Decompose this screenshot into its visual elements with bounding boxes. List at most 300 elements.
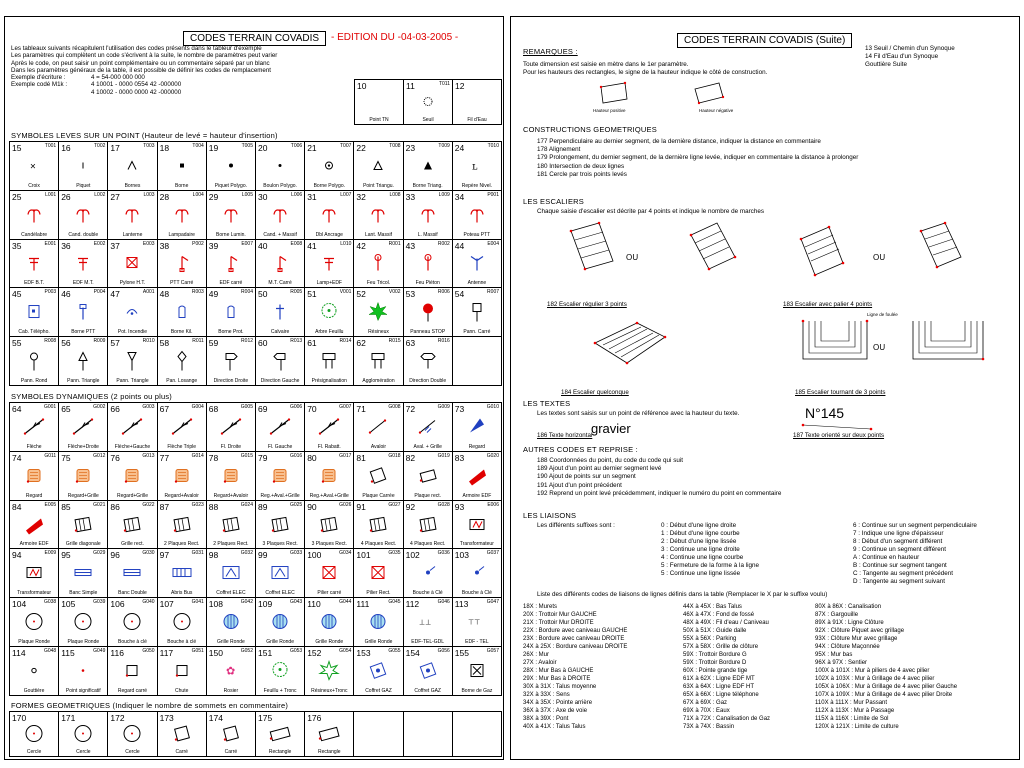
ou-label: OU bbox=[873, 253, 886, 262]
cell-label: Direction Gauche bbox=[260, 377, 300, 384]
cell-number: 52 bbox=[356, 289, 366, 300]
cell-code: G046 bbox=[437, 599, 450, 606]
cell-code: G043 bbox=[289, 599, 303, 606]
sheet-title: CODES TERRAIN COVADIS bbox=[183, 31, 326, 46]
symbol-cell-75 bbox=[59, 452, 108, 501]
cell-number: 83 bbox=[454, 452, 465, 463]
list-item: 115X à 116X : Limite de Sol bbox=[815, 716, 889, 722]
cell-number: 11 bbox=[406, 81, 415, 91]
cell-label: L. Massif bbox=[417, 231, 438, 238]
symbol-cell-26 bbox=[59, 191, 108, 240]
symbol-cell-81 bbox=[354, 452, 403, 501]
symbol-cell-97 bbox=[158, 549, 207, 598]
list-item: 100X à 101X : Mur à piliers de 4 avec pilier bbox=[815, 668, 930, 674]
intro-text bbox=[11, 45, 277, 96]
escaliers-title: LES ESCALIERS bbox=[523, 197, 584, 206]
symbol-cell-104 bbox=[10, 598, 59, 647]
list-item: 26X : Mur bbox=[523, 652, 550, 658]
cell-number: 91 bbox=[356, 501, 366, 512]
list-item: 92X : Clôture Piquet avec grillage bbox=[815, 628, 905, 634]
cell-label: Cercle bbox=[125, 749, 140, 755]
list-item: 40X à 41X : Talus Talus bbox=[523, 724, 586, 730]
symbol-cell-171 bbox=[59, 712, 108, 757]
symbol-cell-176 bbox=[305, 712, 354, 757]
cell-label: Abris Bus bbox=[170, 590, 193, 597]
symbol-cell-93 bbox=[453, 501, 502, 550]
cell-code: L003 bbox=[143, 191, 155, 198]
cell-number: 97 bbox=[159, 550, 170, 561]
list-item: 63X à 64X : Ligne EDF HT bbox=[683, 684, 755, 690]
edition-date: - EDITION DU -04-03-2005 - bbox=[331, 32, 459, 43]
cell-number: 84 bbox=[12, 501, 22, 512]
cell-code: G040 bbox=[142, 599, 155, 606]
symbol-cell-89 bbox=[256, 501, 305, 550]
cell-code: T011 bbox=[438, 81, 450, 87]
symbol-cell-58 bbox=[158, 337, 207, 386]
symbol-cell-56 bbox=[59, 337, 108, 386]
symbol-cell-105 bbox=[59, 598, 108, 647]
cell-code: T008 bbox=[389, 143, 401, 149]
cell-label: Lanterne bbox=[122, 231, 143, 238]
cell-number: 66 bbox=[110, 404, 120, 414]
cell-number: 58 bbox=[159, 338, 170, 349]
cell-label: Borne de Gaz bbox=[461, 687, 493, 694]
cell-label: M.T. Carré bbox=[268, 280, 292, 287]
list-item: 21X : Trottoir Mur DROITE bbox=[523, 620, 594, 626]
list-item: 60X : Pointe grande tige bbox=[683, 668, 748, 674]
cell-label: Borne Lumin. bbox=[216, 231, 246, 238]
list-item: 190 Ajout de points sur un segment bbox=[537, 473, 636, 481]
list-item: 9 : Continue un segment différent bbox=[853, 546, 946, 553]
list-item: 28X : Mur Bas à GAUCHE bbox=[523, 668, 594, 674]
stairs-caption: 182 Escalier régulier 3 points bbox=[547, 301, 627, 308]
cell-code: G012 bbox=[93, 452, 106, 459]
cell-number: 30 bbox=[258, 191, 268, 202]
cell-label: 4 Plaques Rect. bbox=[410, 541, 446, 548]
list-item: A : Continue en hauteur bbox=[853, 554, 920, 561]
cell-number: 44 bbox=[454, 240, 465, 251]
cell-number: 36 bbox=[61, 240, 71, 251]
cell-number: 74 bbox=[12, 452, 22, 463]
symbol-cell-19 bbox=[207, 142, 256, 191]
cell-label: Borne bbox=[175, 182, 189, 189]
symbol-cell-99 bbox=[256, 549, 305, 598]
cell-label: Plaque Carrée bbox=[362, 492, 395, 499]
cell-code: G020 bbox=[486, 452, 499, 459]
cell-label: Bornes bbox=[124, 182, 141, 189]
textes-text: Les textes sont saisis sur un point de référence avec la hauteur du texte. bbox=[537, 410, 740, 417]
list-item: 105X à 106X : Mur à Grillage de 4 avec pilier Gauche bbox=[815, 684, 958, 690]
list-item: 191 Ajout d'un point précédent bbox=[537, 481, 622, 489]
cell-number: 79 bbox=[258, 452, 268, 463]
symbol-cell-62 bbox=[354, 337, 403, 386]
symbol-cell-34 bbox=[453, 191, 502, 240]
text-line: Pour les hauteurs des rectangles, le signe de la hauteur indique le côté de construction. bbox=[523, 69, 768, 77]
symbol-cell-151 bbox=[256, 647, 305, 696]
symbol-cell-71 bbox=[354, 403, 403, 452]
symbol-cell-109 bbox=[256, 598, 305, 647]
cell-code: R004 bbox=[241, 289, 253, 296]
cell-number: 80 bbox=[307, 452, 317, 463]
cell-code: L004 bbox=[192, 191, 204, 198]
cell-label: EDF carré bbox=[219, 280, 243, 287]
cell-label: Direction Droite bbox=[213, 377, 249, 384]
cell-code: P001 bbox=[487, 191, 499, 198]
intro-line: Les paramètres qui complètent un code s'écrivent à la suite, le nombre de paramètres peut varier bbox=[11, 52, 278, 60]
symbol-cell-114 bbox=[10, 647, 59, 696]
cell-label: Calvaire bbox=[270, 329, 290, 336]
symbol-cell-102 bbox=[404, 549, 453, 598]
symbol-cell-154 bbox=[404, 647, 453, 696]
cell-code: R001 bbox=[388, 240, 401, 247]
section-title: SYMBOLES DYNAMIQUES (2 points ou plus) bbox=[11, 392, 172, 401]
cell-code: G034 bbox=[339, 550, 352, 557]
cell-number: 153 bbox=[356, 648, 371, 659]
symbol-cell-108 bbox=[207, 598, 256, 647]
stairs-any-figure bbox=[581, 313, 701, 373]
stairs-caption: 183 Escalier avec palier 4 points bbox=[783, 301, 873, 308]
cell-code: G030 bbox=[142, 550, 155, 557]
cell-code: E007 bbox=[241, 240, 253, 247]
symbol-cell-92 bbox=[404, 501, 453, 550]
cell-number: 16 bbox=[61, 143, 71, 153]
cell-number: 12 bbox=[455, 81, 465, 91]
top-cells-grid bbox=[354, 79, 502, 125]
symbol-cell-110 bbox=[305, 598, 354, 647]
cell-number: 90 bbox=[307, 501, 317, 512]
cell-code: L008 bbox=[389, 191, 401, 198]
liaison-codes-col1 bbox=[523, 603, 627, 731]
cell-number: 98 bbox=[208, 550, 219, 561]
cell-code: T006 bbox=[290, 143, 303, 149]
cell-label: Banc Double bbox=[118, 590, 147, 597]
cell-code: G021 bbox=[93, 501, 106, 508]
symbol-cell-73 bbox=[453, 403, 502, 452]
cell-number: 171 bbox=[61, 713, 76, 723]
cell-number: 49 bbox=[208, 289, 219, 300]
cell-code: R010 bbox=[142, 338, 155, 345]
symbol-cell-46 bbox=[59, 288, 108, 337]
cell-number: 95 bbox=[61, 550, 71, 561]
list-item: B : Continue sur segment tangent bbox=[853, 562, 947, 569]
stairs-turning-figure bbox=[793, 313, 1013, 373]
cell-number: 28 bbox=[159, 191, 170, 202]
cell-label: Boulon Polygo. bbox=[263, 182, 297, 189]
list-item: 71X à 72X : Canalisation de Gaz bbox=[683, 716, 771, 722]
empty-cell bbox=[453, 337, 502, 386]
cell-number: 68 bbox=[208, 404, 219, 414]
empty-cell bbox=[354, 712, 403, 757]
cell-number: 22 bbox=[356, 143, 366, 153]
cell-code: G028 bbox=[437, 501, 450, 508]
list-item: 3 : Continue une ligne droite bbox=[661, 546, 740, 553]
symbol-cell-155 bbox=[453, 647, 502, 696]
cell-code: R002 bbox=[437, 240, 450, 247]
cell-label: Coffret ELEC bbox=[216, 590, 246, 597]
list-item: D : Tangente au segment suivant bbox=[853, 578, 945, 585]
symbol-cell-52 bbox=[354, 288, 403, 337]
cell-code: G042 bbox=[240, 599, 253, 606]
cell-code: E003 bbox=[142, 240, 155, 247]
cell-label: Grille Ronde bbox=[364, 639, 393, 646]
list-item: 7 : Indique une ligne d'épaisseur bbox=[853, 530, 944, 537]
cell-number: 25 bbox=[12, 191, 22, 202]
list-item: 14 Fil d'Eau d'un Synoque bbox=[865, 53, 939, 60]
cell-label: Antenne bbox=[467, 280, 487, 287]
list-item: 59X : Trottoir Bordure G bbox=[683, 652, 747, 658]
cell-label: Aval. + Grille bbox=[413, 443, 442, 450]
cell-label: Pann. Triangle bbox=[116, 377, 149, 384]
cell-label: 2 Plaques Rect. bbox=[164, 541, 200, 548]
list-item: 192 Reprend un point levé précédemment, indiquer le numéro du point en commentaire bbox=[537, 489, 782, 497]
symbol-cell-32 bbox=[354, 191, 403, 240]
cell-number: 51 bbox=[307, 289, 317, 300]
cell-number: 114 bbox=[12, 648, 26, 659]
symbol-cell-51 bbox=[305, 288, 354, 337]
symbol-cell-115 bbox=[59, 647, 108, 696]
cell-number: 33 bbox=[405, 191, 416, 202]
list-item: 50X à 51X : Guide dalle bbox=[683, 628, 747, 634]
cell-code: P003 bbox=[44, 289, 57, 296]
cell-label: Feu Tricol. bbox=[366, 280, 391, 287]
list-item: 48X à 49X : Fil d'eau / Caniveau bbox=[683, 620, 769, 626]
cell-number: 109 bbox=[258, 599, 273, 610]
cell-code: R013 bbox=[290, 338, 303, 345]
cell-number: 107 bbox=[159, 599, 174, 610]
symbol-cell-15 bbox=[10, 142, 59, 191]
cell-code: G031 bbox=[191, 550, 204, 557]
list-item: 55X à 56X : Parking bbox=[683, 636, 737, 642]
cell-code: G016 bbox=[289, 452, 303, 459]
list-item: 69X à 70X : Eaux bbox=[683, 708, 730, 714]
suffixes-right bbox=[853, 522, 977, 586]
list-item: 38X à 39X : Pont bbox=[523, 716, 569, 722]
cell-label: Agglomération bbox=[362, 377, 395, 384]
cell-label: Seuil bbox=[422, 117, 434, 123]
list-item: 112X à 113X : Mur à Passage bbox=[815, 708, 895, 714]
list-item: 179 Prolongement, du dernier segment, de la dernière ligne levée, indiquer en commentaire la distance à prolonger bbox=[537, 154, 859, 162]
cell-code: G014 bbox=[191, 452, 204, 459]
cell-code: L006 bbox=[291, 191, 303, 198]
cell-code: E001 bbox=[44, 240, 57, 247]
cell-number: 15 bbox=[12, 143, 22, 153]
cell-code: G004 bbox=[191, 404, 204, 410]
cell-label: Grille Ronde bbox=[266, 639, 294, 646]
symbol-cell-16 bbox=[59, 142, 108, 191]
escaliers-text: Chaque saisie d'escalier est décrite par 4 points et indique le nombre de marches bbox=[537, 208, 764, 215]
n145-sample: N°145 bbox=[805, 405, 845, 421]
cell-code: R015 bbox=[388, 338, 401, 345]
list-item: 22X : Bordure avec caniveau GAUCHE bbox=[523, 628, 628, 634]
stairs-caption: 185 Escalier tournant de 3 points bbox=[795, 389, 886, 396]
right-sheet bbox=[510, 16, 1020, 760]
cell-label: Piquet Polygo. bbox=[214, 182, 248, 189]
symbol-cell-17 bbox=[108, 142, 157, 191]
cell-label: Plaque Ronde bbox=[18, 639, 50, 646]
cell-label: Flèche Triple bbox=[167, 443, 196, 450]
symbol-cell-38 bbox=[158, 240, 207, 289]
top-right-list bbox=[865, 45, 955, 69]
cell-code: G015 bbox=[240, 452, 253, 459]
empty-cell bbox=[404, 712, 453, 757]
cell-code: G006 bbox=[289, 404, 303, 410]
symbol-cell-65 bbox=[59, 403, 108, 452]
symbol-cell-41 bbox=[305, 240, 354, 289]
symbols-grid bbox=[9, 141, 502, 386]
symbol-cell-68 bbox=[207, 403, 256, 452]
cell-number: 59 bbox=[208, 338, 219, 349]
cell-label: Carré bbox=[224, 749, 238, 755]
symbol-cell-103 bbox=[453, 549, 502, 598]
cell-number: 69 bbox=[258, 404, 268, 414]
cell-label: Coffret GAZ bbox=[414, 687, 441, 694]
symbol-cell-72 bbox=[404, 403, 453, 452]
cell-label: Grille Ronde bbox=[315, 639, 344, 646]
cell-label: Carré bbox=[175, 749, 188, 755]
list-item: 13 Seuil / Chemin d'un Synoque bbox=[865, 45, 955, 52]
symbol-cell-42 bbox=[354, 240, 403, 289]
cell-code: G032 bbox=[240, 550, 253, 557]
cell-code: G051 bbox=[191, 648, 204, 655]
symbol-cell-78 bbox=[207, 452, 256, 501]
cell-number: 62 bbox=[356, 338, 366, 349]
cell-code: L005 bbox=[241, 191, 253, 198]
symbol-cell-76 bbox=[108, 452, 157, 501]
remarques-text bbox=[523, 61, 767, 77]
list-item: 181 Cercle par trois points levés bbox=[537, 170, 627, 178]
symbol-cell-77 bbox=[158, 452, 207, 501]
list-item: 34X à 35X : Pointe arrière bbox=[523, 700, 593, 706]
list-item: 44X à 45X : Bas Talus bbox=[683, 604, 742, 610]
gravier-sample: gravier bbox=[591, 421, 631, 436]
cell-code: V002 bbox=[388, 289, 401, 296]
cell-code: G018 bbox=[388, 452, 401, 459]
cell-number: 18 bbox=[159, 143, 170, 153]
cell-number: 40 bbox=[258, 240, 268, 251]
symbol-cell-20 bbox=[256, 142, 305, 191]
symbol-cell-63 bbox=[404, 337, 453, 386]
list-item: 102X à 103X : Mur à Grillage de 4 avec pilier bbox=[815, 676, 935, 682]
list-item: 8 : Début d'un segment différent bbox=[853, 538, 943, 545]
symbol-cell-74 bbox=[10, 452, 59, 501]
list-item: 0 : Début d'une ligne droite bbox=[661, 522, 737, 529]
symbol-cell-61 bbox=[305, 337, 354, 386]
cell-label: Point Triangu. bbox=[363, 182, 394, 189]
cell-label: Rectangle bbox=[268, 749, 292, 755]
cell-label: Pot. Incendie bbox=[117, 329, 148, 336]
cell-number: 111 bbox=[356, 599, 370, 610]
cell-number: 176 bbox=[307, 713, 322, 723]
cell-code: E004 bbox=[487, 240, 499, 247]
symbol-cell-12 bbox=[453, 80, 502, 125]
cell-code: R006 bbox=[437, 289, 450, 296]
cell-label: Pann. Triangle bbox=[67, 377, 100, 384]
symbol-cell-44 bbox=[453, 240, 502, 289]
cell-number: 71 bbox=[356, 404, 366, 414]
cell-code: G053 bbox=[289, 648, 303, 655]
cell-number: 34 bbox=[454, 191, 465, 202]
symbol-cell-54 bbox=[453, 288, 502, 337]
cell-code: G029 bbox=[93, 550, 106, 557]
cell-number: 85 bbox=[61, 501, 71, 512]
cell-label: Résineux bbox=[368, 329, 389, 336]
cell-code: G001 bbox=[43, 404, 57, 410]
cell-number: 175 bbox=[258, 713, 273, 723]
cell-label: Flèche bbox=[26, 443, 42, 450]
symbol-cell-111 bbox=[354, 598, 403, 647]
section-title: FORMES GEOMETRIQUES (Indiquer le nombre de sommets en commentaire) bbox=[11, 701, 289, 710]
list-item: 73X à 74X : Bassin bbox=[683, 724, 735, 730]
cell-number: 56 bbox=[61, 338, 71, 349]
stairs-note: Ligne de foulée bbox=[867, 312, 898, 317]
cell-label: EDF-TEL-GDL bbox=[411, 639, 445, 646]
list-item: 32X à 33X : Sens bbox=[523, 692, 570, 698]
list-item: 178 Alignement bbox=[537, 146, 581, 154]
cell-number: 41 bbox=[307, 240, 317, 251]
cell-label: Avaloir bbox=[370, 443, 387, 450]
cell-number: 72 bbox=[405, 404, 416, 414]
example-value: 4 10002 - 0000 0000 42 -000000 bbox=[91, 88, 182, 96]
cell-number: 21 bbox=[307, 143, 317, 153]
cell-code: G041 bbox=[191, 599, 204, 606]
cell-code: T004 bbox=[192, 143, 204, 149]
cell-number: 172 bbox=[110, 713, 125, 723]
section-title: SYMBOLES LEVES SUR UN POINT (Hauteur de levé = hauteur d'insertion) bbox=[11, 131, 278, 140]
symbol-cell-25 bbox=[10, 191, 59, 240]
example-value: 4 10001 - 0000 0554 42 -000000 bbox=[91, 81, 182, 89]
dynamic-symbols-grid bbox=[9, 402, 502, 696]
list-item: Gouttière Suite bbox=[865, 61, 908, 68]
cell-code: G023 bbox=[191, 501, 204, 508]
cell-label: Point TN bbox=[369, 117, 389, 123]
cell-number: 60 bbox=[258, 338, 268, 349]
cell-label: Fl. Droite bbox=[220, 443, 242, 450]
symbol-cell-150 bbox=[207, 647, 256, 696]
list-item: 188 Coordonnées du point, du code du code qui suit bbox=[537, 457, 683, 464]
cell-label: Regard+Grille bbox=[67, 492, 99, 499]
cell-number: 54 bbox=[454, 289, 465, 300]
cell-code: G039 bbox=[93, 599, 106, 606]
intro-line: Exemple codé M1k : bbox=[11, 81, 68, 89]
cell-label: Grille Ronde bbox=[217, 639, 245, 646]
cell-label: Bouche à clé bbox=[167, 639, 197, 646]
ou-label: OU bbox=[626, 253, 639, 262]
cell-label: Flèche+Droite bbox=[67, 443, 99, 450]
cell-code: G019 bbox=[437, 452, 450, 459]
list-item: 120X à 121X : Limite de culture bbox=[815, 724, 899, 730]
list-item: 23X : Bordure avec caniveau DROITE bbox=[523, 636, 625, 642]
cell-label: EDF M.T. bbox=[72, 280, 94, 287]
symbol-cell-113 bbox=[453, 598, 502, 647]
cell-number: 151 bbox=[258, 648, 273, 659]
symbol-cell-100 bbox=[305, 549, 354, 598]
cell-code: G037 bbox=[486, 550, 499, 557]
cell-number: 48 bbox=[159, 289, 170, 300]
cell-number: 46 bbox=[61, 289, 71, 300]
cell-label: Fl. Gauche bbox=[267, 443, 293, 450]
cell-number: 108 bbox=[208, 599, 223, 610]
cell-number: 93 bbox=[454, 501, 465, 512]
empty-cell bbox=[453, 712, 502, 757]
cell-label: Dbl Ancrage bbox=[315, 231, 343, 238]
symbol-cell-88 bbox=[207, 501, 256, 550]
cell-label: Regard+Avaloir bbox=[164, 492, 199, 499]
cell-number: 88 bbox=[208, 501, 219, 512]
cell-label: Croix bbox=[28, 182, 40, 189]
cell-label: 4 Plaques Rect. bbox=[360, 541, 397, 548]
cell-code: G025 bbox=[289, 501, 303, 508]
list-item: 29X : Mur Bas à DROITE bbox=[523, 676, 591, 682]
